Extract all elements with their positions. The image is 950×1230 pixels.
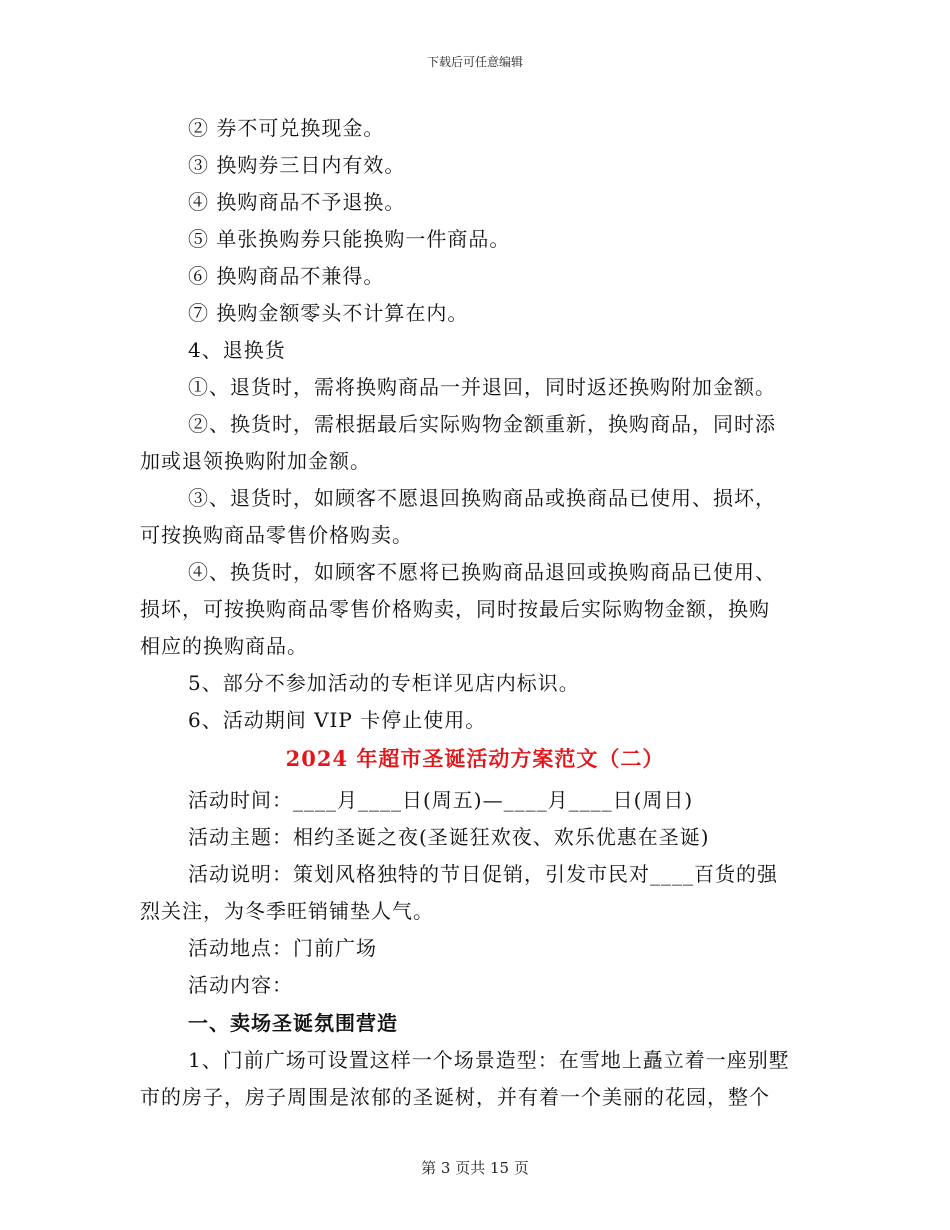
activity-description-line-1: 活动说明：策划风格独特的节日促销，引发市民对____百货的强 xyxy=(188,862,778,886)
rule-7: ⑦ 换购金额零头不计算在内。 xyxy=(188,301,469,325)
return-item-4-line-3: 相应的换购商品。 xyxy=(140,634,308,658)
activity-place: 活动地点：门前广场 xyxy=(188,936,377,960)
rule-5: ⑤ 单张换购券只能换购一件商品。 xyxy=(188,227,511,251)
heading-return-exchange: 4、退换货 xyxy=(188,338,286,362)
paragraph-1-line-1: 1、门前广场可设置这样一个场景造型：在雪地上矗立着一座别墅 xyxy=(188,1048,790,1072)
point-6: 6、活动期间 VIP 卡停止使用。 xyxy=(188,708,487,732)
heading-store-atmosphere: 一、卖场圣诞氛围营造 xyxy=(188,1011,398,1035)
page-footer: 第 3 页共 15 页 xyxy=(421,1159,529,1177)
return-item-3-line-1: ③、退货时，如顾客不愿退回换购商品或换商品已使用、损坏， xyxy=(188,486,776,510)
paragraph-1-line-2: 市的房子，房子周围是浓郁的圣诞树，并有着一个美丽的花园，整个 xyxy=(140,1085,770,1109)
point-5: 5、部分不参加活动的专柜详见店内标识。 xyxy=(188,671,580,695)
rule-4: ④ 换购商品不予退换。 xyxy=(188,190,406,214)
activity-theme: 活动主题：相约圣诞之夜(圣诞狂欢夜、欢乐优惠在圣诞) xyxy=(188,825,710,849)
return-item-2-line-1: ②、换货时，需根据最后实际购物金额重新，换购商品，同时添 xyxy=(188,412,776,436)
rule-3: ③ 换购券三日内有效。 xyxy=(188,153,406,177)
rule-2: ② 券不可兑换现金。 xyxy=(188,116,385,140)
activity-description-line-2: 烈关注，为冬季旺销铺垫人气。 xyxy=(140,899,434,923)
return-item-4-line-2: 损坏，可按换购商品零售价格购卖，同时按最后实际购物金额，换购 xyxy=(140,597,770,621)
activity-time: 活动时间：____月____日(周五)—____月____日(周日) xyxy=(188,788,694,812)
rule-6: ⑥ 换购商品不兼得。 xyxy=(188,264,385,288)
return-item-3-line-2: 可按换购商品零售价格购卖。 xyxy=(140,523,413,547)
activity-content: 活动内容： xyxy=(188,973,293,997)
section-title: 2024 年超市圣诞活动方案范文（二） xyxy=(285,746,665,771)
return-item-4-line-1: ④、换货时，如顾客不愿将已换购商品退回或换购商品已使用、 xyxy=(188,560,776,584)
return-item-1: ①、退货时，需将换购商品一并退回，同时返还换购附加金额。 xyxy=(188,375,776,399)
header-note: 下载后可任意编辑 xyxy=(426,55,523,69)
return-item-2-line-2: 加或退领换购附加金额。 xyxy=(140,449,371,473)
